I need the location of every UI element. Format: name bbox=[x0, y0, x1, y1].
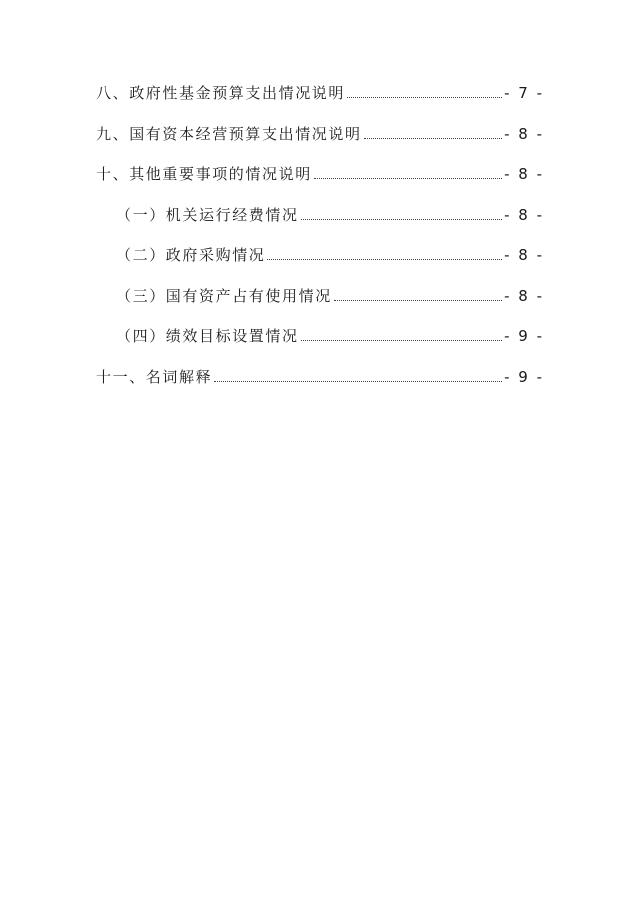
toc-dot-leader bbox=[301, 219, 502, 220]
toc-entry-performance-targets[interactable] bbox=[96, 325, 544, 366]
toc-dot-leader bbox=[347, 97, 502, 98]
toc-entry-label: 十一、名词解释 bbox=[96, 367, 213, 386]
toc-dot-leader bbox=[214, 381, 502, 382]
toc-page-number: - 9 - bbox=[504, 367, 544, 386]
toc-entry-state-capital-budget[interactable] bbox=[96, 123, 544, 164]
toc-page-number: - 8 - bbox=[504, 124, 544, 143]
table-of-contents bbox=[96, 82, 544, 406]
toc-dot-leader bbox=[334, 300, 502, 301]
toc-entry-label: 十、其他重要事项的情况说明 bbox=[96, 165, 312, 183]
toc-entry-label: （一）机关运行经费情况 bbox=[116, 205, 299, 224]
toc-page-number: - 7 - bbox=[504, 84, 544, 102]
toc-entry-state-assets-usage[interactable] bbox=[96, 285, 544, 326]
toc-entry-government-procurement[interactable] bbox=[96, 244, 544, 285]
toc-page-number: - 9 - bbox=[504, 327, 544, 345]
toc-entry-label: （四）绩效目标设置情况 bbox=[116, 327, 299, 345]
toc-entry-label: （二）政府采购情况 bbox=[116, 246, 266, 264]
toc-entry-glossary[interactable] bbox=[96, 366, 544, 407]
toc-page-number: - 8 - bbox=[504, 286, 544, 305]
toc-page-number: - 8 - bbox=[504, 205, 544, 224]
toc-page-number: - 8 - bbox=[504, 165, 544, 183]
toc-dot-leader bbox=[364, 138, 502, 139]
toc-dot-leader bbox=[314, 178, 502, 179]
toc-entry-agency-operating-costs[interactable] bbox=[96, 204, 544, 245]
toc-page-number: - 8 - bbox=[504, 246, 544, 264]
toc-entry-label: 九、国有资本经营预算支出情况说明 bbox=[96, 124, 362, 143]
toc-entry-label: （三）国有资产占有使用情况 bbox=[116, 286, 332, 305]
toc-entry-other-important-matters[interactable] bbox=[96, 163, 544, 204]
toc-entry-government-fund-budget[interactable] bbox=[96, 82, 544, 123]
toc-dot-leader bbox=[267, 259, 502, 260]
toc-dot-leader bbox=[301, 340, 502, 341]
toc-entry-label: 八、政府性基金预算支出情况说明 bbox=[96, 84, 346, 102]
